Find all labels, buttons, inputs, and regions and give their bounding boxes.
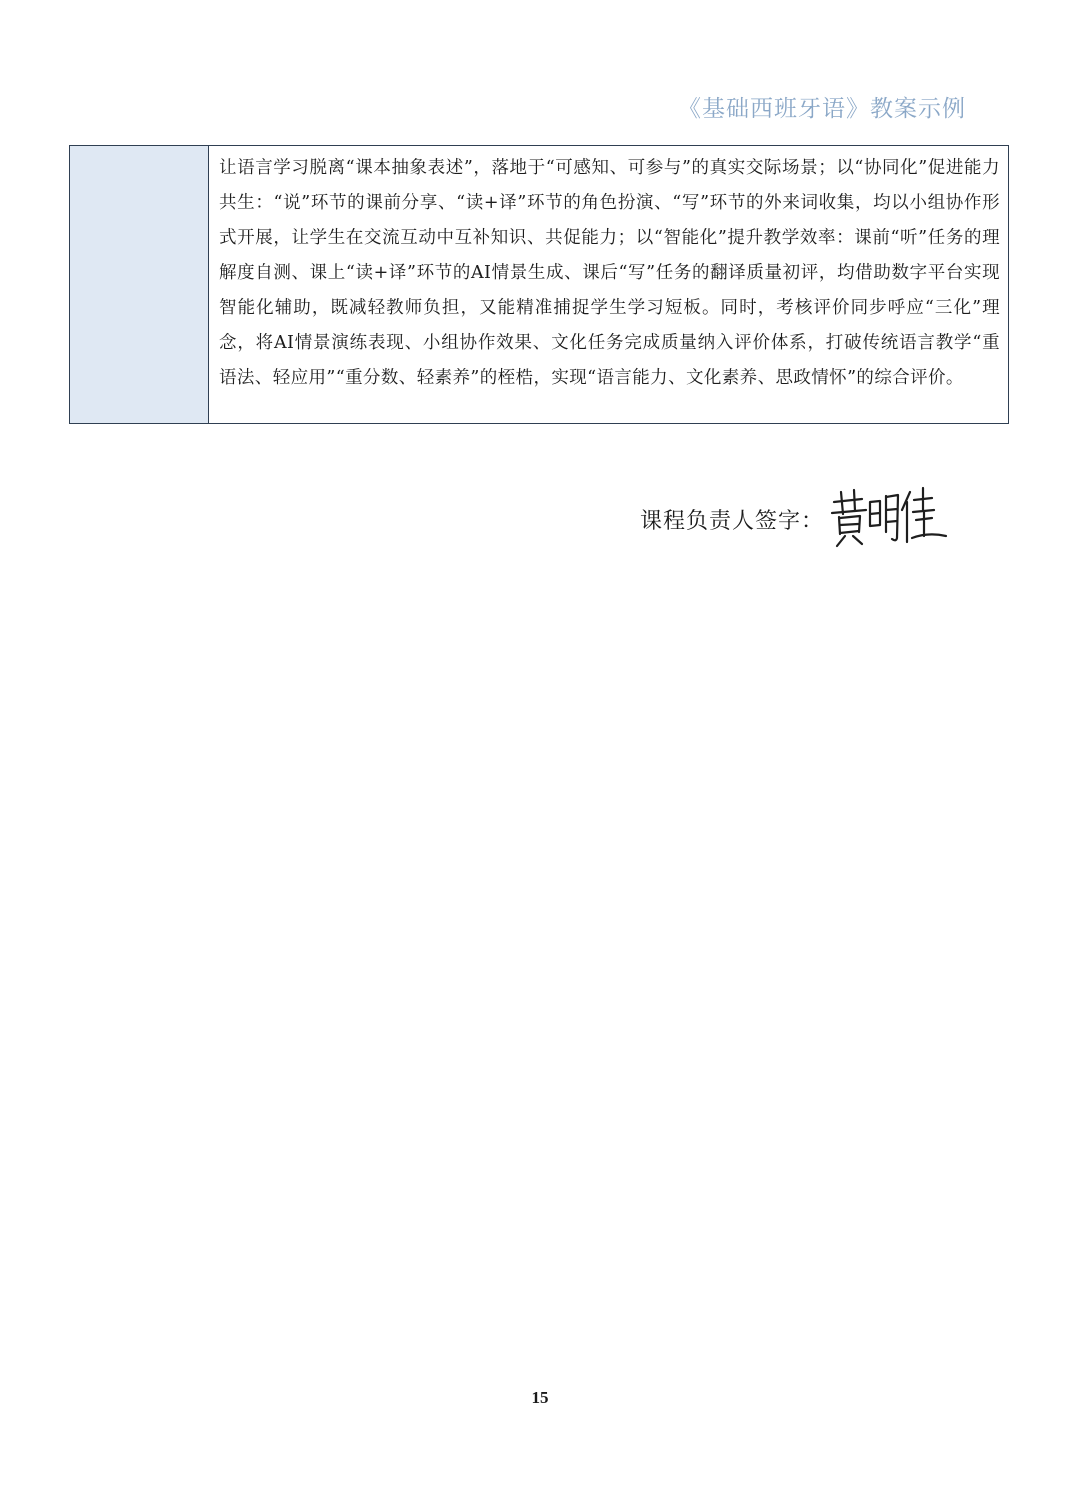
table-body-paragraph: 让语言学习脱离“课本抽象表述”，落地于“可感知、可参与”的真实交际场景；以“协同化”促进能力共生：“说”环节的课前分享、“读+译”环节的角色扮演、“写”环节的外来词收集，均以小组协作形式开展，让学生在交流互动中互补知识、共促能力；以“智能化”提升教学效率：课前“听”任务的理解度自测、课上“读+译”环节的AI情景生成、课后“写”任务的翻译质量初评，均借助数字平台实现智能化辅助，既减轻教师负担，又能精准捕捉学生学习短板。同时，考核评价同步呼应“三化”理念，将AI情景演练表现、小组协作效果、文化任务完成质量纳入评价体系，打破传统语言教学“重语法、轻应用”“重分数、轻素养”的桎梏，实现“语言能力、文化素养、思政情怀”的综合评价。 [219,158,1000,388]
page-number: 15 [531,1388,549,1407]
handwritten-signature [828,480,948,550]
content-table [69,145,1009,424]
signature-block [640,488,948,550]
table-text-cell [209,146,1008,423]
signature-label: 课程负责人签字： [640,508,825,534]
table-label-cell [70,146,209,423]
running-header-title: 《基础西班牙语》教案示例 [678,96,966,122]
